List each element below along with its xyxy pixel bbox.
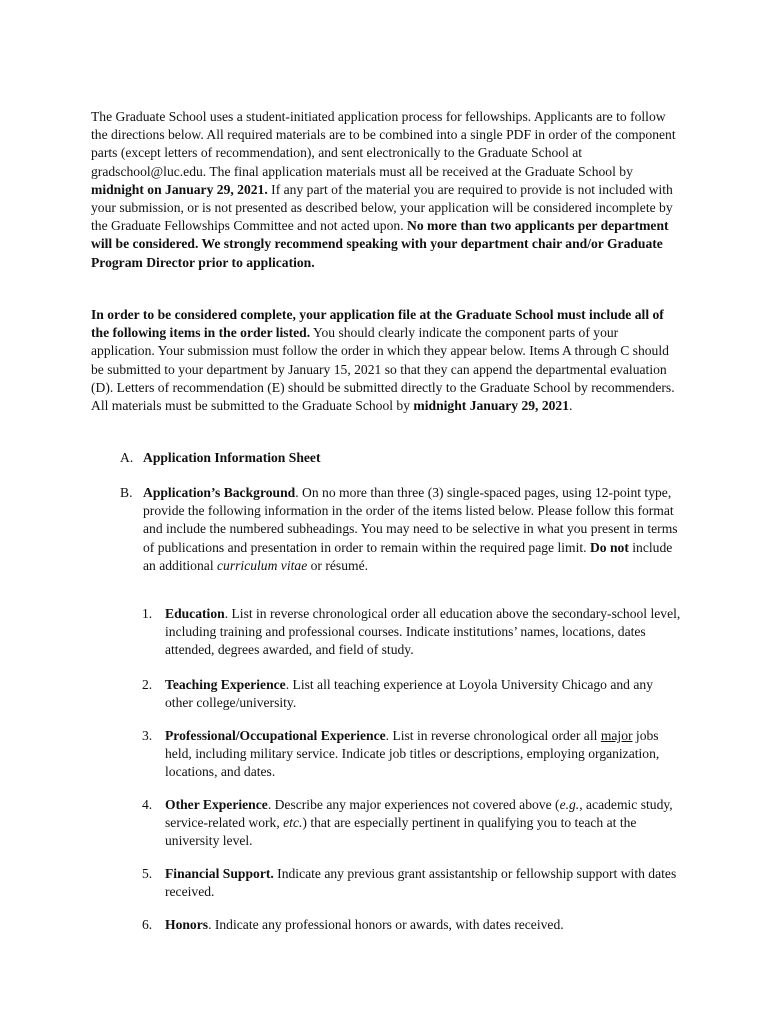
item-body-2: jobs held, including military service. Indicate job titles or descriptions, employing organization, locations, and dates. (165, 728, 660, 780)
item-b-body: . On no more than three (3) single-spaced pages, using 12-point type, provide the following information in the order of the items listed below. Please follow this format and include the numbered subheadings. You may need to be selective in what you present in terms of publications and presentation in order to remain within the required page limit. (143, 485, 678, 555)
item-b-title: Application’s Background (143, 485, 296, 500)
item-body: . List all teaching experience at Loyola University Chicago and any other college/university. (165, 677, 654, 711)
item-number: 3. (142, 728, 153, 743)
item-body-3: ) that are especially pertinent in qualifying you to teach at the university level. (165, 815, 637, 849)
completeness-deadline: midnight January 29, 2021 (413, 398, 570, 414)
item-title: Education (165, 606, 225, 621)
item-body: Indicate any previous grant assistantship or fellowship support with dates received. (165, 866, 677, 900)
item-text (165, 605, 683, 660)
item-text (165, 865, 683, 901)
item-title: Honors (165, 917, 209, 932)
item-title: Financial Support. (165, 866, 274, 881)
item-b-body-2: include an additional (143, 539, 673, 573)
item-b-cv: curriculum vitae (217, 557, 308, 573)
item-text (165, 676, 683, 712)
item-body-2: , academic study, service-related work, (165, 797, 673, 831)
intro-deadline: midnight on January 29, 2021. (91, 181, 268, 197)
item-b-text (143, 484, 683, 575)
completeness-text: You should clearly indicate the component parts of your application. Your submission must follow the order in which they appear below. Items A through C should be submitted to your department by January 15, 2021 so that they can append the departmental evaluation (D). Letters of recommendation (E) should be submitted directly to the Graduate School by recommenders. All materials must be submitted to the Graduate School by (91, 325, 675, 414)
item-number: 4. (142, 797, 153, 812)
item-number: 2. (142, 677, 153, 692)
item-a-title: Application Information Sheet (143, 450, 321, 465)
item-number: 5. (142, 866, 153, 881)
item-body: . Indicate any professional honors or awards, with dates received. (208, 917, 564, 932)
intro-text: The Graduate School uses a student-initiated application process for fellowships. Applicants are to follow the directions below. All required materials are to be combined into a single PDF in order of the component parts (except letters of recommendation), and sent electronically to the Graduate School at gradschool@luc.edu. The final application materials must all be received at the Graduate School by (91, 109, 676, 179)
intro-department-limit: No more than two applicants per department will be considered. We strongly recommend speaking with your department chair and/or Graduate Program Director prior to application. (91, 218, 669, 270)
item-body: . List in reverse chronological order all (385, 728, 601, 743)
item-text (165, 916, 683, 934)
item-body: . List in reverse chronological order all education above the secondary-school level, including training and professional courses. Indicate institutions’ names, locations, dates attended, degrees awarded, and field of study. (165, 606, 681, 658)
intro-text-2: If any part of the material you are required to provide is not included with your submission, or is not presented as described below, your application will be considered incomplete by the Graduate Fellowships Committee and not acted upon. (91, 181, 673, 234)
item-b-do-not: Do not (589, 539, 629, 555)
item-title: Professional/Occupational Experience (165, 728, 386, 743)
item-title: Teaching Experience (165, 677, 286, 692)
intro-paragraph (91, 108, 683, 272)
item-text (165, 796, 683, 851)
item-title: Other Experience (165, 797, 268, 812)
item-body: . Describe any major experiences not covered above ( (267, 797, 560, 812)
item-a-label: A. (120, 450, 134, 465)
item-underlined-word: major (600, 728, 633, 743)
item-b-label: B. (120, 485, 133, 500)
completeness-requirement: In order to be considered complete, your application file at the Graduate School must include all of the following items in the order listed. (91, 307, 664, 341)
completeness-paragraph (91, 306, 683, 415)
item-number: 6. (142, 917, 153, 932)
item-b-body-3: or résumé. (307, 557, 369, 573)
item-a-text (143, 449, 683, 467)
item-etc: etc. (283, 815, 303, 831)
item-eg: e.g. (559, 797, 580, 812)
item-number: 1. (142, 606, 153, 621)
completeness-period: . (569, 398, 573, 414)
item-text (165, 727, 683, 782)
